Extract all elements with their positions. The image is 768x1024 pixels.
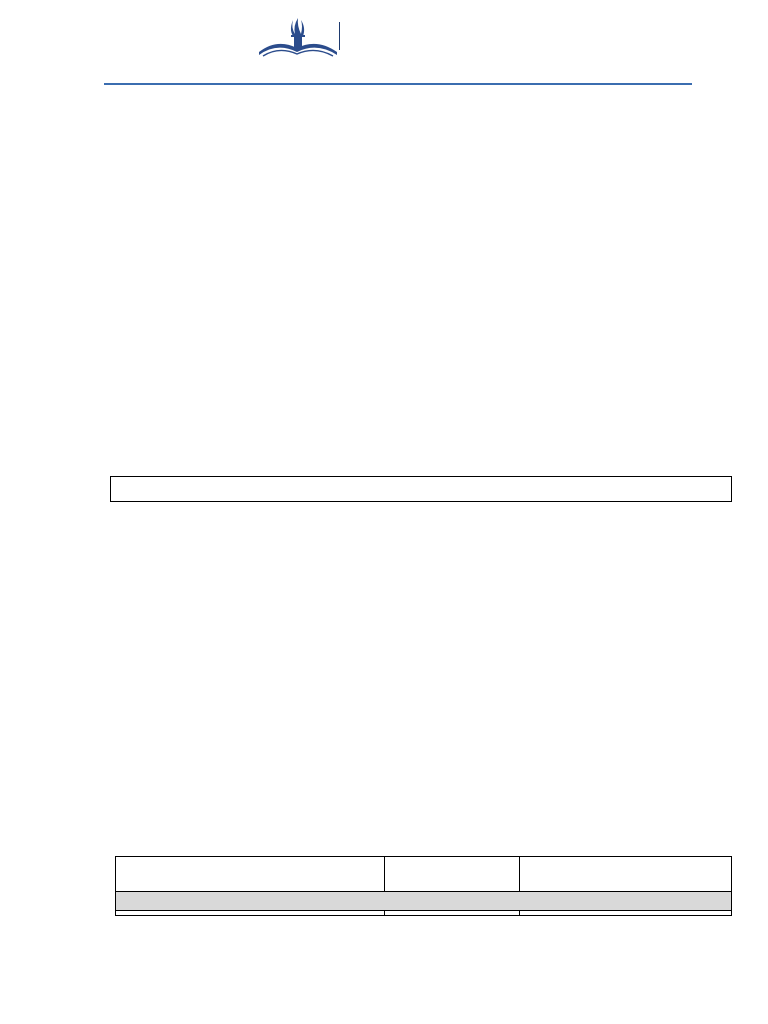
header-divider <box>339 22 340 50</box>
approach-section-row <box>116 892 732 911</box>
approaches-table <box>115 856 732 916</box>
header-approach <box>116 857 385 892</box>
student-actions <box>384 911 520 916</box>
approach-description <box>116 911 385 916</box>
header-rule <box>104 83 692 85</box>
approach-section-title <box>116 892 732 911</box>
table-header-row <box>116 857 732 892</box>
trainer-actions <box>520 911 732 916</box>
institution-logo <box>257 14 339 60</box>
table-row <box>116 911 732 916</box>
linkage-box <box>110 476 732 502</box>
header-student-actions <box>384 857 520 892</box>
header-trainer-actions <box>520 857 732 892</box>
